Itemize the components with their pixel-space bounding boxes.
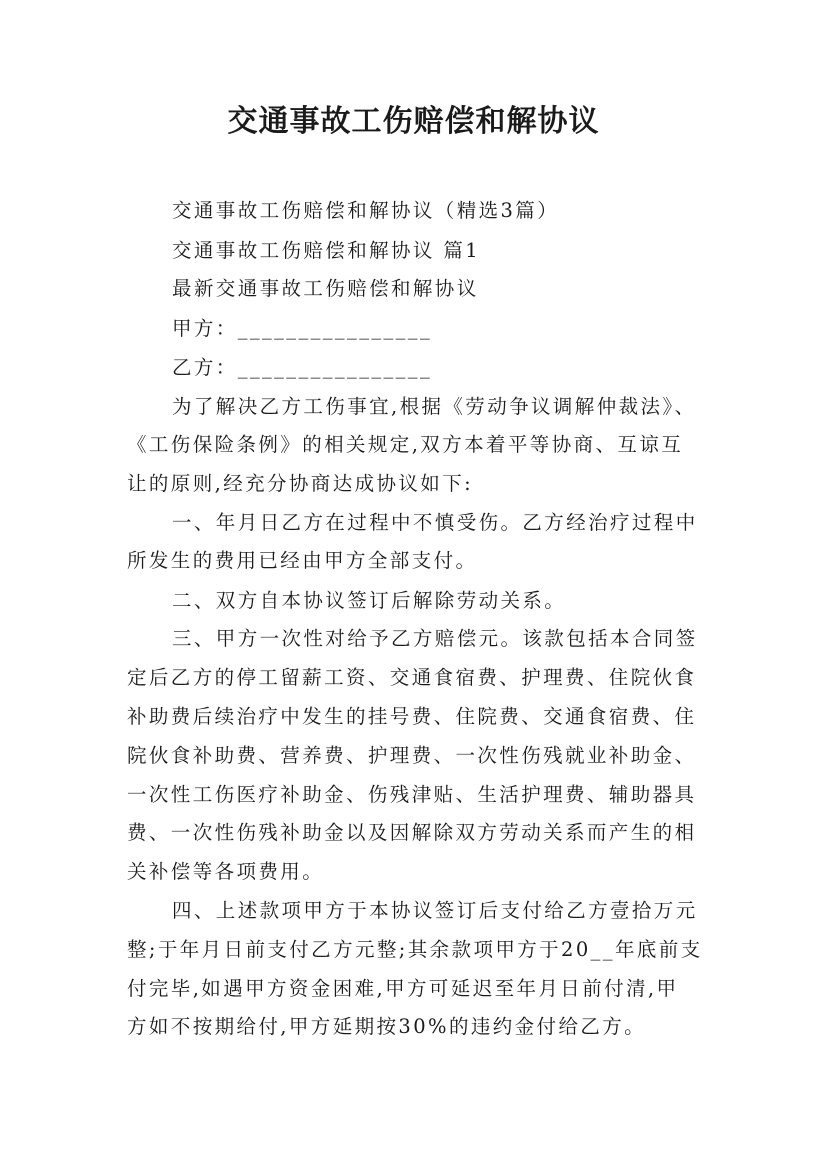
paragraph-line: 二、双方自本协议签订后解除劳动关系。: [172, 589, 567, 612]
paragraph-line: 关补偿等各项费用。: [127, 860, 325, 883]
section-heading: 交通事故工伤赔偿和解协议 篇1: [172, 239, 481, 262]
paragraph-line: 让的原则,经充分协商达成协议如下:: [127, 472, 474, 495]
party-a-line: 甲方：________________: [172, 317, 433, 340]
paragraph-line: 院伙食补助费、营养费、护理费、一次性伤残就业补助金、: [127, 744, 697, 767]
paragraph-line: 三、甲方一次性对给予乙方赔偿元。该款包括本合同签: [172, 627, 698, 650]
paragraph-line: 费、一次性伤残补助金以及因解除双方劳动关系而产生的相: [127, 821, 697, 844]
paragraph-line: 整;于年月日前支付乙方元整;其余款项甲方于20__年底前支: [127, 938, 703, 961]
paragraph-line: 一、年月日乙方在过程中不慎受伤。乙方经治疗过程中: [172, 511, 698, 534]
paragraph-line: 一次性工伤医疗补助金、伤残津贴、生活护理费、辅助器具: [127, 783, 697, 806]
paragraph-line: 方如不按期给付,甲方延期按30%的违约金付给乙方。: [127, 1015, 647, 1038]
party-b-line: 乙方：________________: [172, 356, 433, 379]
paragraph-line: 补助费后续治疗中发生的挂号费、住院费、交通食宿费、住: [127, 705, 697, 728]
paragraph-line: 所发生的费用已经由甲方全部支付。: [127, 549, 478, 572]
paragraph-line: 定后乙方的停工留薪工资、交通食宿费、护理费、住院伙食: [127, 666, 697, 689]
paragraph-line: 《工伤保险条例》的相关规定,双方本着平等协商、互谅互: [127, 433, 684, 456]
paragraph-line: 付完毕,如遇甲方资金困难,甲方可延迟至年月日前付清,甲: [127, 977, 679, 1000]
agreement-heading: 最新交通事故工伤赔偿和解协议: [172, 277, 479, 300]
document-title: 交通事故工伤赔偿和解协议: [227, 104, 600, 139]
paragraph-line: 为了解决乙方工伤事宜,根据《劳动争议调解仲裁法》、: [172, 395, 697, 418]
subtitle-line: 交通事故工伤赔偿和解协议（精选3篇）: [172, 199, 560, 222]
paragraph-line: 四、上述款项甲方于本协议签订后支付给乙方壹拾万元: [172, 899, 698, 922]
